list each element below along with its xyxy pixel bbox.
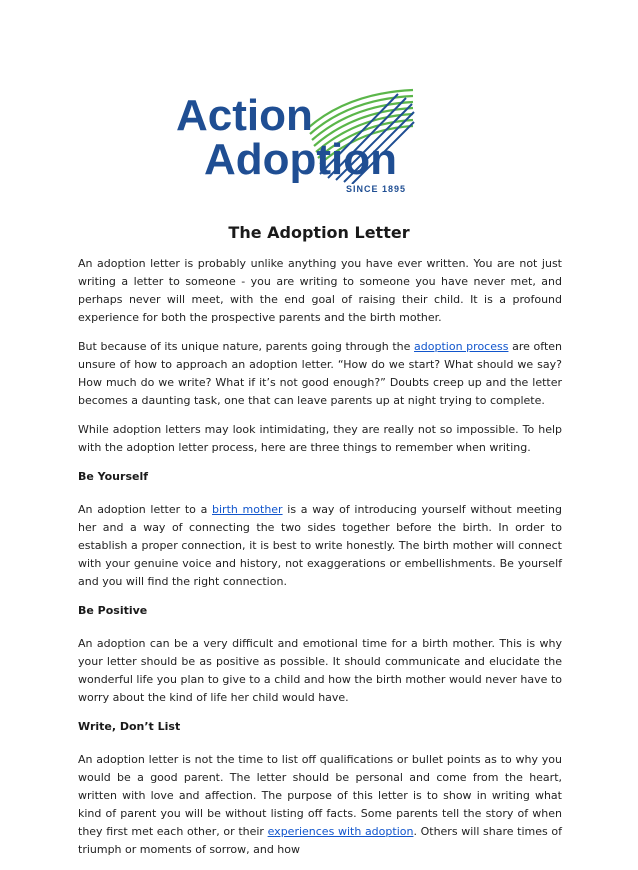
adoption-process-link[interactable]: adoption process (414, 340, 509, 353)
write-dont-list-paragraph (78, 751, 562, 859)
heading-be-positive: Be Positive (78, 604, 148, 617)
page-title: The Adoption Letter (228, 223, 410, 242)
paragraph-text: But because of its unique nature, parents going through the (78, 340, 415, 353)
logo-word-adoption: Adoption (204, 135, 398, 184)
experiences-with-adoption-link[interactable]: experiences with adoption (267, 825, 414, 838)
be-positive-paragraph: An adoption can be a very difficult and emotional time for a birth mother. This is why your letter should be as positive as possible. It should communicate and elucidate the wonderful life you plan to give to a child and how the birth mother would never have to worry about the kind of life her child would have. (78, 637, 562, 704)
heading-be-yourself: Be Yourself (78, 470, 149, 483)
action-adoption-logo (176, 88, 416, 196)
logo-since-text: SINCE 1895 (345, 184, 406, 194)
logo-word-action: Action (176, 91, 313, 140)
paragraph-text: are often unsure of how to approach an adoption letter. “How do we start? What should we say? How much do we write? What if it’s not good enough?” Doubts creep up and the letter becomes a daunting task, one that can leave parents up at night trying to complete. (78, 340, 562, 407)
adoption-process-paragraph (78, 338, 562, 410)
paragraph-text: is a way of introducing yourself without meeting her and a way of connecting the two sides together before the birth. In order to establish a proper connection, it is best to write honestly. The birth mother will connect with your genuine voice and history, not exaggerations or embellishments. Be yourself and you will find the right connection. (78, 503, 562, 588)
paragraph-text: An adoption letter to a (78, 503, 213, 516)
article-body (78, 255, 562, 870)
birth-mother-link[interactable]: birth mother (212, 503, 283, 516)
heading-write-dont-list: Write, Don’t List (78, 720, 181, 733)
paragraph-text: An adoption letter is not the time to list off qualifications or bullet points as to why you would be a good parent. The letter should be personal and come from the heart, written with love and affection. The purpose of this letter is to show in writing what kind of parent you will be without listing off facts. Some parents tell the story of when they first met each other, or their (78, 753, 562, 838)
be-yourself-paragraph (78, 501, 562, 591)
intimidating-paragraph: While adoption letters may look intimidating, they are really not so impossible. To help with the adoption letter process, here are three things to remember when writing. (78, 423, 562, 454)
paragraph-text: . Others will share times of triumph or moments of sorrow, and how (78, 825, 562, 856)
intro-paragraph: An adoption letter is probably unlike anything you have ever written. You are not just writing a letter to someone - you are writing to someone you have never met, and perhaps never will meet, with the end goal of raising their child. It is a profound experience for both the prospective parents and the birth mother. (78, 257, 562, 324)
